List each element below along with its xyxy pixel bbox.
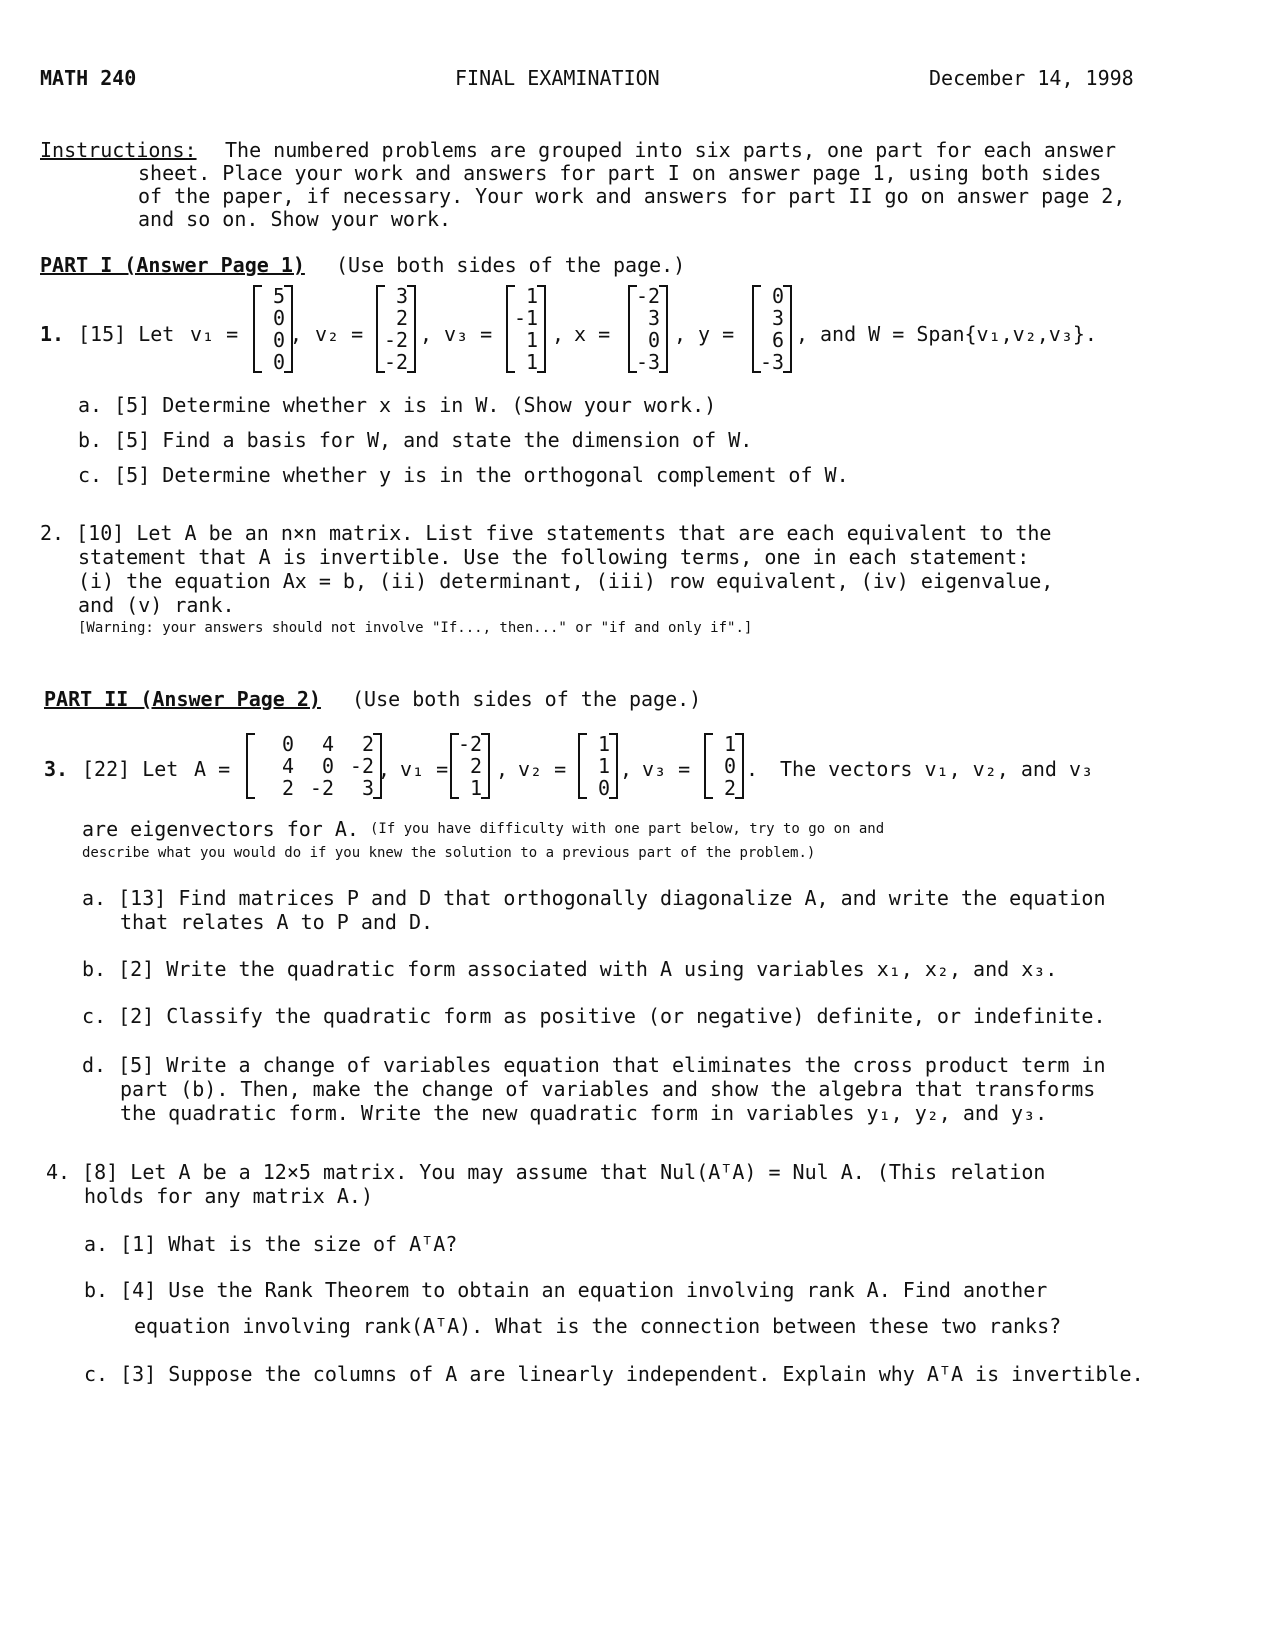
vector-v3 xyxy=(704,733,744,799)
matrix-entry: -2 xyxy=(384,350,409,374)
matrix-entry: -2 xyxy=(384,328,409,352)
span-definition: and W = Span{v₁,v₂,v₃}. xyxy=(820,322,1097,346)
problem-2-line: statement that A is invertible. Use the following terms, one in each statement: xyxy=(78,545,1030,569)
matrix-entry: 1 xyxy=(526,350,539,374)
problem-2-line: 2. [10] Let A be an n×n matrix. List five statements that are each equivalent to the xyxy=(40,521,1052,545)
matrix-entry: 1 xyxy=(470,776,483,800)
problem-points: [15] Let xyxy=(78,322,175,346)
matrix-entry: 5 xyxy=(272,284,285,308)
matrix-entry: 2 xyxy=(396,306,409,330)
matrix-entry: 4 xyxy=(281,754,294,778)
instructions-line: sheet. Place your work and answers for part I on answer page 1, using both sides xyxy=(138,161,1102,185)
problem-3d: d. [5] Write a change of variables equation that eliminates the cross product term in xyxy=(82,1053,1106,1077)
problem-3d: part (b). Then, make the change of variables and show the algebra that transforms xyxy=(120,1077,1096,1101)
vector-v2 xyxy=(376,285,416,373)
matrix-entry: 0 xyxy=(272,306,285,330)
exam-date: December 14, 1998 xyxy=(929,66,1134,90)
matrix-entry: -2 xyxy=(458,732,483,756)
part-2-heading: PART II (Answer Page 2) xyxy=(44,687,321,711)
matrix-entry: -1 xyxy=(514,306,539,330)
v2-label: v₂ = xyxy=(315,322,364,346)
v3-label: v₃ = xyxy=(642,757,691,781)
problem-3-hint: describe what you would do if you knew the solution to a previous part of the problem.) xyxy=(82,845,816,861)
vector-v1 xyxy=(450,733,490,799)
matrix-entry: 2 xyxy=(723,776,736,800)
matrix-entry: 6 xyxy=(772,328,785,352)
matrix-entry: 3 xyxy=(396,284,409,308)
vector-x xyxy=(628,285,668,373)
problem-4-line: holds for any matrix A.) xyxy=(84,1184,373,1208)
exam-title: FINAL EXAMINATION xyxy=(455,66,660,90)
problem-1c: c. [5] Determine whether y is in the orthogonal complement of W. xyxy=(78,463,849,487)
matrix-entry: 3 xyxy=(361,776,374,800)
matrix-entry: 1 xyxy=(723,732,736,756)
v2-label: v₂ = xyxy=(518,757,567,781)
part-1-note: (Use both sides of the page.) xyxy=(336,253,686,277)
matrix-entry: 1 xyxy=(526,328,539,352)
problem-3-hint: (If you have difficulty with one part below, try to go on and xyxy=(370,821,885,837)
matrix-entry: 2 xyxy=(281,776,294,800)
matrix-entry: 0 xyxy=(281,732,294,756)
problem-3a: that relates A to P and D. xyxy=(120,910,434,934)
v3-label: v₃ = xyxy=(444,322,493,346)
matrix-A-label: A = xyxy=(194,757,231,781)
eigenvector-statement: The vectors v₁, v₂, and v₃ xyxy=(780,757,1094,781)
matrix-entry: 4 xyxy=(321,732,334,756)
problem-2-line: and (v) rank. xyxy=(78,593,235,617)
vector-v2 xyxy=(578,733,618,799)
matrix-entry: 1 xyxy=(526,284,539,308)
instructions-line: The numbered problems are grouped into six parts, one part for each answer xyxy=(225,138,1117,162)
instructions-line: of the paper, if necessary. Your work and answers for part II go on answer page 2, xyxy=(138,184,1126,208)
problem-1a: a. [5] Determine whether x is in W. (Show your work.) xyxy=(78,393,717,417)
part-2-note: (Use both sides of the page.) xyxy=(352,687,702,711)
matrix-entry: 3 xyxy=(648,306,661,330)
matrix-entry: 0 xyxy=(321,754,334,778)
problem-3c: c. [2] Classify the quadratic form as positive (or negative) definite, or indefinite. xyxy=(82,1004,1106,1028)
v1-label: v₁ = xyxy=(190,322,239,346)
part-1-heading: PART I (Answer Page 1) xyxy=(40,253,305,277)
x-label: x = xyxy=(574,322,611,346)
vector-y xyxy=(752,285,792,373)
problem-4a: a. [1] What is the size of AᵀA? xyxy=(84,1232,458,1256)
matrix-entry: 0 xyxy=(272,328,285,352)
problem-2-line: (i) the equation Ax = b, (ii) determinant, (iii) row equivalent, (iv) eigenvalue, xyxy=(78,569,1054,593)
instructions-line: and so on. Show your work. xyxy=(138,207,452,231)
problem-4b: equation involving rank(AᵀA). What is the connection between these two ranks? xyxy=(134,1314,1062,1338)
v1-label: v₁ = xyxy=(400,757,449,781)
matrix-entry: 0 xyxy=(597,776,610,800)
matrix-entry: 3 xyxy=(772,306,785,330)
problem-3a: a. [13] Find matrices P and D that orthogonally diagonalize A, and write the equation xyxy=(82,886,1106,910)
matrix-entry: 1 xyxy=(597,732,610,756)
problem-number: 3. xyxy=(44,757,69,781)
matrix-entry: 0 xyxy=(272,350,285,374)
y-label: y = xyxy=(698,322,735,346)
problem-2-warning: [Warning: your answers should not involve "If..., then..." or "if and only if".] xyxy=(78,620,753,636)
problem-4c: c. [3] Suppose the columns of A are linearly independent. Explain why AᵀA is invertible. xyxy=(84,1362,1144,1386)
matrix-entry: 0 xyxy=(723,754,736,778)
problem-points: [22] Let xyxy=(82,757,179,781)
matrix-entry: 2 xyxy=(361,732,374,756)
matrix-entry: 1 xyxy=(597,754,610,778)
matrix-entry: -2 xyxy=(349,754,374,778)
problem-4b: b. [4] Use the Rank Theorem to obtain an equation involving rank A. Find another xyxy=(84,1278,1048,1302)
course-code: MATH 240 xyxy=(40,66,137,90)
matrix-entry: 0 xyxy=(772,284,785,308)
matrix-entry: -3 xyxy=(636,350,661,374)
problem-1b: b. [5] Find a basis for W, and state the dimension of W. xyxy=(78,428,753,452)
matrix-entry: -2 xyxy=(636,284,661,308)
matrix-entry: 0 xyxy=(648,328,661,352)
matrix-A xyxy=(246,733,382,799)
matrix-entry: 2 xyxy=(470,754,483,778)
matrix-entry: -3 xyxy=(760,350,785,374)
instructions-label: Instructions: xyxy=(40,138,197,162)
problem-4-line: 4. [8] Let A be a 12×5 matrix. You may assume that Nul(AᵀA) = Nul A. (This relation xyxy=(46,1160,1046,1184)
problem-3d: the quadratic form. Write the new quadratic form in variables y₁, y₂, and y₃. xyxy=(120,1101,1048,1125)
problem-number: 1. xyxy=(40,322,65,346)
matrix-entry: -2 xyxy=(309,776,334,800)
vector-v1 xyxy=(253,285,293,373)
problem-3b: b. [2] Write the quadratic form associated with A using variables x₁, x₂, and x₃. xyxy=(82,957,1058,981)
vector-v3 xyxy=(506,285,546,373)
problem-3-line: are eigenvectors for A. xyxy=(82,817,359,841)
